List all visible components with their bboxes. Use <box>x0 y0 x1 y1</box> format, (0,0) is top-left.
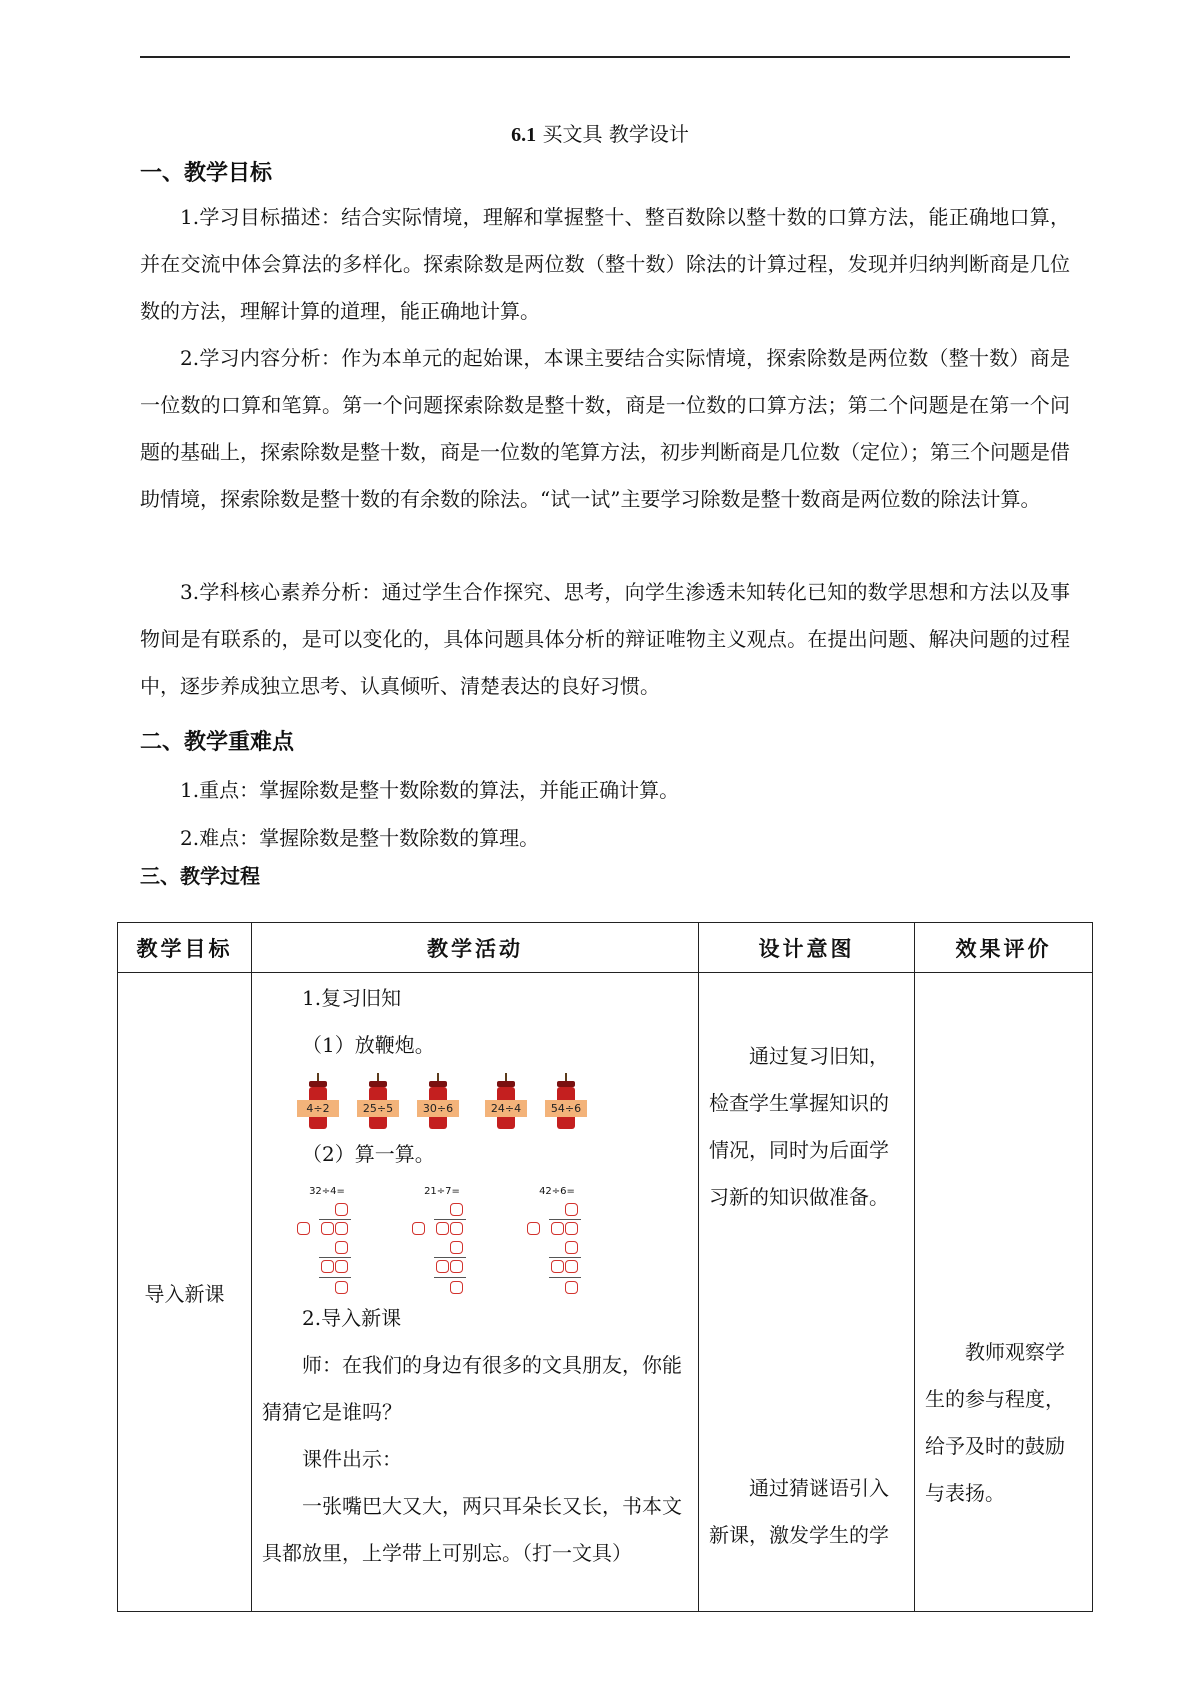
goals-paragraph-1: 1.学习目标描述：结合实际情境，理解和掌握整十、整百数除以整十数的口算方法，能正确地口算，并在交流中体会算法的多样化。探索除数是两位数（整十数）除法的计算过程，发现并归纳判断商是几位数的方法，理解计算的道理，能正确地计算。 <box>140 205 1070 323</box>
calc-title: （2）算一算。 <box>302 1142 435 1166</box>
division-expression: 21÷7= <box>424 1186 460 1197</box>
firecracker-label: 24÷4 <box>485 1100 527 1117</box>
section-heading-process: 三、教学过程 <box>140 864 260 888</box>
division-expression: 42÷6= <box>539 1186 575 1197</box>
firecracker <box>357 1073 399 1131</box>
review-title: 1.复习旧知 <box>302 986 402 1010</box>
riddle-text: 一张嘴巴大又大，两只耳朵长又长，书本文具都放里，上学带上可别忘。（打一文具） <box>262 1494 682 1565</box>
header-intent: 设计意图 <box>699 923 915 973</box>
intent-text-1: 通过复习旧知，检查学生掌握知识的情况，同时为后面学习新的知识做准备。 <box>709 1044 889 1209</box>
keypoint-2: 2.难点：掌握除数是整十数除数的算理。 <box>180 826 540 850</box>
long-division-row <box>252 1186 698 1295</box>
evaluation-text: 教师观察学生的参与程度，给予及时的鼓励与表扬。 <box>925 1340 1065 1505</box>
goals-paragraph-3: 3.学科核心素养分析：通过学生合作探究、思考，向学生渗透未知转化已知的数学思想和方法以及事物间是有联系的，是可以变化的，具体问题具体分析的辩证唯物主义观点。在提出问题、解决问题的过程中，逐步养成独立思考、认真倾听、清楚表达的良好习惯。 <box>140 580 1070 698</box>
long-division-boxes <box>297 1203 357 1295</box>
intent-text-2: 通过猜谜语引入新课，激发学生的学 <box>709 1476 889 1547</box>
intent-cell <box>699 973 915 1612</box>
firecracker <box>417 1073 459 1131</box>
activity-cell <box>252 973 699 1612</box>
division-expression: 32÷4= <box>309 1186 345 1197</box>
goal-cell: 导入新课 <box>118 973 252 1612</box>
header-evaluation: 效果评价 <box>915 923 1093 973</box>
intro-title: 2.导入新课 <box>302 1306 402 1330</box>
firecracker-label: 54÷6 <box>545 1100 587 1117</box>
courseware-label: 课件出示： <box>302 1447 402 1471</box>
section-heading-keypoints: 二、教学重难点 <box>140 730 295 755</box>
firecracker <box>485 1073 527 1131</box>
evaluation-cell <box>915 973 1093 1612</box>
firecracker-title: （1）放鞭炮。 <box>302 1033 435 1057</box>
keypoint-1: 1.重点：掌握除数是整十数除数的算法，并能正确计算。 <box>180 778 680 802</box>
long-division-boxes <box>412 1203 472 1295</box>
goals-paragraph-2: 2.学习内容分析：作为本单元的起始课，本课主要结合实际情境，探索除数是两位数（整十数）商是一位数的口算和笔算。第一个问题探索除数是整十数，商是一位数的口算方法；第二个问题是在第一个问题的基础上，探索除数是整十数，商是一位数的笔算方法，初步判断商是几位数（定位）；第三个问题是借助情境，探索除数是整十数的有余数的除法。“试一试”主要学习除数是整十数商是两位数的除法计算。 <box>140 346 1070 511</box>
firecracker-row <box>252 1069 698 1131</box>
long-division <box>527 1186 587 1295</box>
section-heading-goals: 一、教学目标 <box>140 161 273 186</box>
long-division <box>297 1186 357 1295</box>
firecracker <box>545 1073 587 1131</box>
firecracker-label: 4÷2 <box>297 1100 339 1117</box>
long-division <box>412 1186 472 1295</box>
long-division-boxes <box>527 1203 587 1295</box>
firecracker-label: 30÷6 <box>417 1100 459 1117</box>
teacher-prompt: 师：在我们的身边有很多的文具朋友，你能猜猜它是谁吗？ <box>262 1353 682 1424</box>
firecracker <box>297 1073 339 1131</box>
header-activity: 教学活动 <box>252 923 699 973</box>
firecracker-label: 25÷5 <box>357 1100 399 1117</box>
document-title: 6.1 买文具 教学设计 <box>511 122 689 146</box>
header-goal: 教学目标 <box>118 923 252 973</box>
lesson-process-table <box>117 922 1093 1612</box>
header-rule <box>140 56 1070 58</box>
